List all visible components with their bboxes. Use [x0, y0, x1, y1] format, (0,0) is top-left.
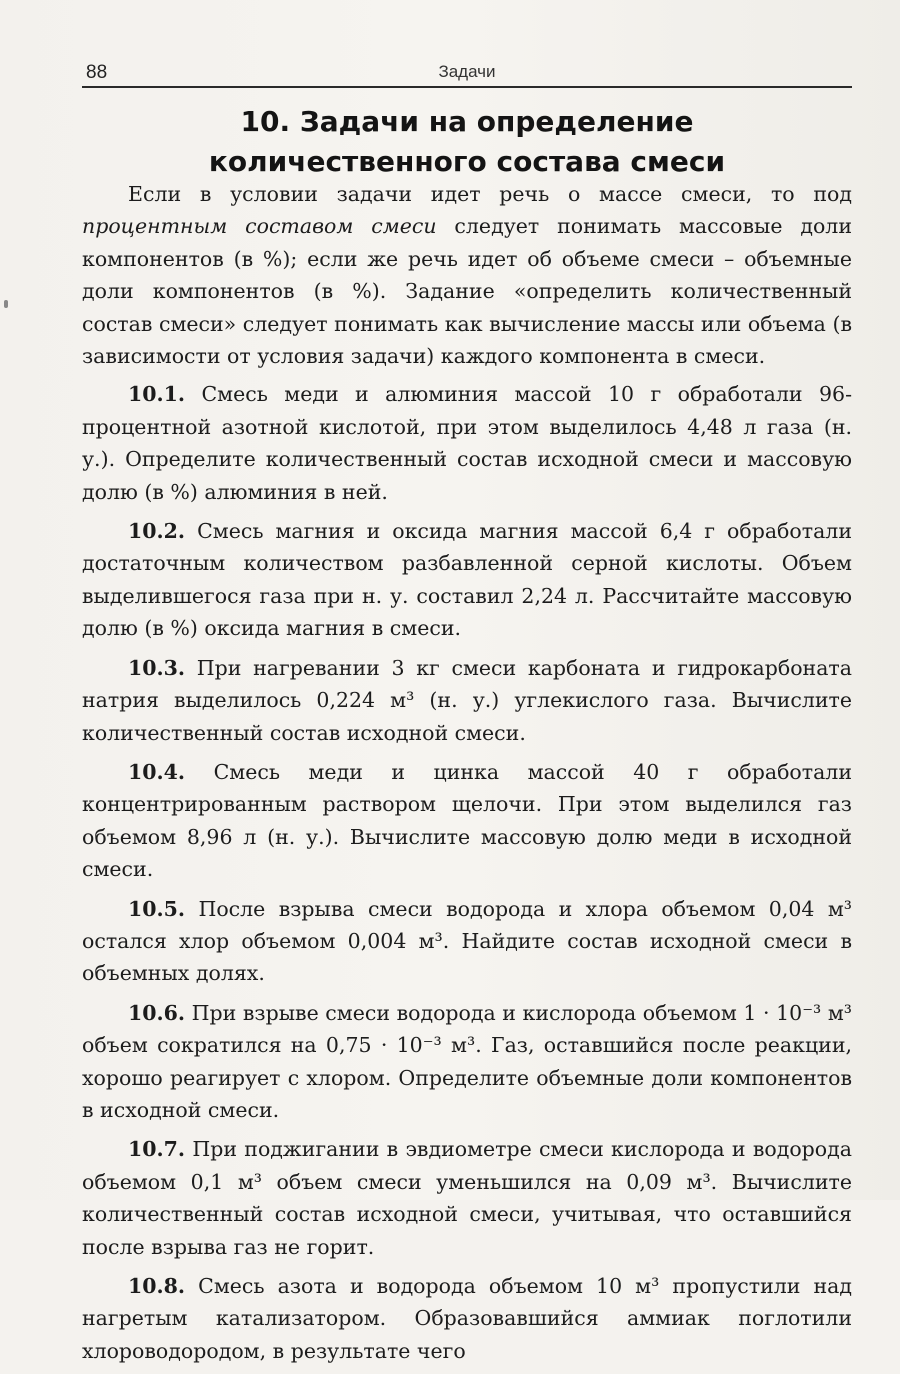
problem-text: Смесь магния и оксида магния массой 6,4 г обработали достаточным количеством разбавленной серной кислоты. Объем выделившегося газа при н. у. составил 2,24 л. Рассчитайте массовую долю (в %) оксида магния в смеси. — [82, 519, 852, 641]
page-header — [82, 60, 852, 88]
problem-text: После взрыва смеси водорода и хлора объемом 0,04 м³ остался хлор объемом 0,004 м³. Найдите состав исходной смеси в объемных долях. — [82, 896, 852, 986]
section-title-line-1: 10. Задачи на определение — [240, 105, 694, 138]
problem-number: 10.8. — [128, 1274, 186, 1298]
body-text — [82, 178, 852, 1374]
running-title: Задачи — [438, 62, 496, 81]
problem-number: 10.3. — [128, 655, 186, 680]
problem-10-5 — [82, 893, 852, 990]
problem-text: При поджигании в эвдиометре смеси кислорода и водорода объемом 0,1 м³ объем смеси уменьшился на 0,09 м³. Вычислите количественный состав исходной смеси, учитывая, что оставшийся после взрыва газ не горит. — [82, 1137, 852, 1259]
problem-number: 10.5. — [128, 896, 186, 921]
problem-number: 10.1. — [128, 382, 186, 407]
margin-speck — [4, 300, 8, 308]
problem-number: 10.7. — [128, 1137, 186, 1162]
problem-10-1 — [82, 378, 852, 508]
problem-text: Смесь меди и цинка массой 40 г обработали концентрированным раствором щелочи. При этом выделился газ объемом 8,96 л (н. у.). Вычислите массовую долю меди в исходной смеси. — [82, 759, 852, 882]
page-number: 88 — [86, 62, 108, 83]
intro-italic-term: процентным составом смеси — [82, 214, 437, 239]
problem-number: 10.2. — [128, 519, 186, 544]
problem-10-7 — [82, 1133, 852, 1263]
intro-paragraph — [82, 178, 852, 372]
problem-10-8 — [82, 1270, 852, 1367]
section-title-line-2: количественного состава смеси — [208, 145, 726, 178]
intro-text-1: Если в условии задачи идет речь о массе смеси, то под — [128, 182, 852, 206]
problem-10-2 — [82, 515, 852, 645]
problem-10-4 — [82, 756, 852, 886]
problem-10-3 — [82, 652, 852, 749]
problem-number: 10.4. — [128, 759, 186, 784]
problem-text: При взрыве смеси водорода и кислорода объемом 1 · 10⁻³ м³ объем сократился на 0,75 · 10⁻³ м³. Газ, оставшийся после реакции, хорошо реагирует с хлором. Определите объемные доли компонентов в исходной смеси. — [82, 1000, 852, 1122]
problem-10-6 — [82, 997, 852, 1127]
problem-text: При нагревании 3 кг смеси карбоната и гидрокарбоната натрия выделилось 0,224 м³ (н. у.) углекислого газа. Вычислите количественный состав исходной смеси. — [82, 655, 852, 745]
problem-text: Смесь меди и алюминия массой 10 г обработали 96-процентной азотной кислотой, при этом выделилось 4,48 л газа (н. у.). Определите количественный состав исходной смеси и массовую долю (в %) алюминия в ней. — [82, 382, 852, 504]
intro-text-2: следует понимать массовые доли компонентов (в %); если же речь идет об объеме смеси – объемные доли компонентов (в %). Задание «определить количественный состав смеси» следует понимать как вычисление массы или объема (в зависимости от условия задачи) каждого компонента в смеси. — [82, 214, 852, 369]
problem-number: 10.6. — [128, 1000, 186, 1025]
section-title — [82, 102, 852, 182]
problem-text: Смесь азота и водорода объемом 10 м³ пропустили над нагретым катализатором. Образовавшийся аммиак поглотили хлороводородом, в результате чего — [82, 1274, 852, 1363]
